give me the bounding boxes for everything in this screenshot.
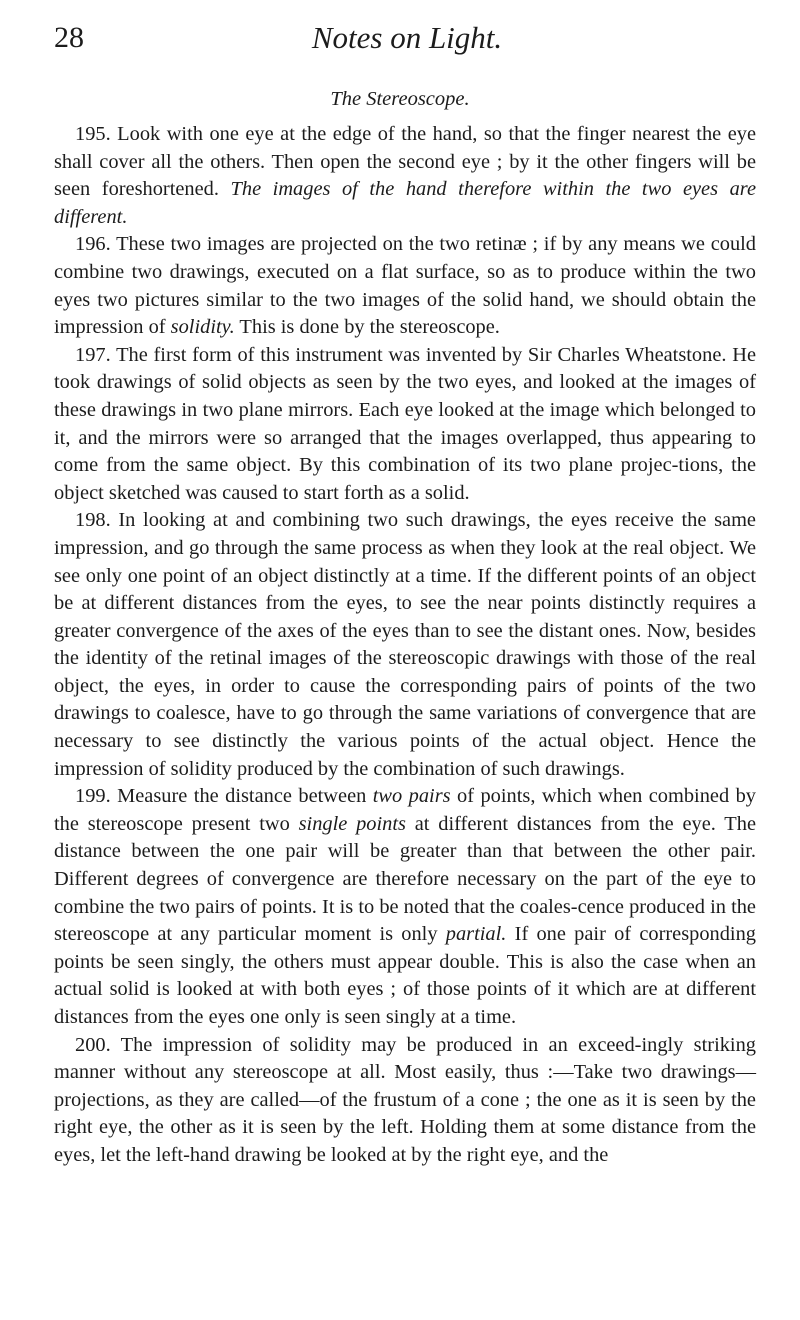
emphasis-text: two pairs — [372, 785, 451, 808]
paragraph-text: In looking at and combining two such drawings, the eyes receive the same impression, and go through the same process as when they look at the real object. We see only one point of an object distinctly at a time. If the different points of an object be at different distances from the eyes, to see the near points distinctly requires a greater convergence of the axes of the eyes than to see the distant ones. Now, besides the identity of the retinal images of the stereoscopic drawings with those of the real object, the eyes, in order to cause the corresponding pairs of points of the two drawings to coalesce, have to go through the same variations of convergence that are necessary to see distinctly the various points of the actual object. Hence the impression of solidity produced by the combination of such drawings. — [54, 509, 756, 780]
paragraph-number: 195. — [75, 123, 111, 145]
paragraph-text: The impression of solidity may be produced in an exceed-ingly striking manner without any stereoscope at all. Most easily, thus :—Take two drawings—projections, as they are called—of the frustum of a cone ; the one as it is seen by the right eye, the other as it is seen by the left. Holding them at some distance from the eyes, let the left-hand drawing be looked at by the right eye, and the — [54, 1033, 756, 1166]
paragraph-number: 199. — [75, 785, 111, 808]
paragraph-195 — [54, 121, 756, 231]
paragraph-text: Measure the distance between — [110, 785, 373, 808]
paragraph-text: If one pair of corresponding points be seen singly, the others must appear double. This is also the case when an actual solid is looked at with both eyes ; of those points of it which are at different distances from the eyes one only is seen singly at a time. — [54, 923, 756, 1028]
paragraph-text: of points, which when combined by the stereoscope present two — [54, 785, 756, 835]
paragraph-text: Look with one eye at the edge of the hand, so that the finger nearest the eye shall cover all the others. Then open the second eye ; by it the other fingers will be seen foreshortened. — [54, 123, 756, 201]
paragraph-number: 198. — [75, 509, 111, 532]
section-title: The Stereoscope. — [330, 88, 470, 110]
paragraph-198 — [54, 507, 756, 783]
running-title: Notes on Light. — [311, 20, 503, 55]
paragraph-text: The first form of this instrument was invented by Sir Charles Wheatstone. He took drawings of solid objects as seen by the two eyes, and looked at the images of these drawings in two plane mirrors. Each eye looked at the image which belonged to it, and the mirrors were so arranged that the images overlapped, thus appearing to come from the same object. By this combination of its two plane projec-tions, the object sketched was caused to start forth as a solid. — [54, 343, 756, 504]
paragraph-199 — [54, 783, 756, 1031]
paragraph-text: at different distances from the eye. The distance between the one pair will be greater than that between the other pair. Different degrees of convergence are therefore necessary on the part of the eye to combine the two pairs of points. It is to be noted that the coales-cence produced in the stereoscope at any particular moment is only — [54, 812, 756, 946]
emphasis-text: partial. — [445, 923, 507, 946]
body-text — [54, 121, 756, 1170]
paragraph-number: 200. — [75, 1033, 111, 1056]
paragraph-text: These two images are projected on the two retinæ ; if by any means we could combine two drawings, executed on a flat surface, so as to produce within the two eyes two pictures similar to the two images of the solid hand, we should obtain the impression of — [54, 233, 756, 339]
emphasis-text: single points — [298, 812, 406, 835]
paragraph-number: 196. — [75, 233, 111, 256]
running-head — [54, 18, 760, 58]
emphasis-text: The images of the hand therefore within the two eyes are different. — [54, 178, 757, 228]
page-number: 28 — [54, 21, 84, 54]
emphasis-text: solidity. — [170, 316, 235, 339]
paragraph-200 — [54, 1032, 756, 1170]
paragraph-196 — [54, 231, 756, 341]
paragraph-text: This is done by the stereoscope. — [234, 316, 500, 339]
paragraph-number: 197. — [75, 343, 111, 366]
paragraph-197 — [54, 342, 756, 508]
